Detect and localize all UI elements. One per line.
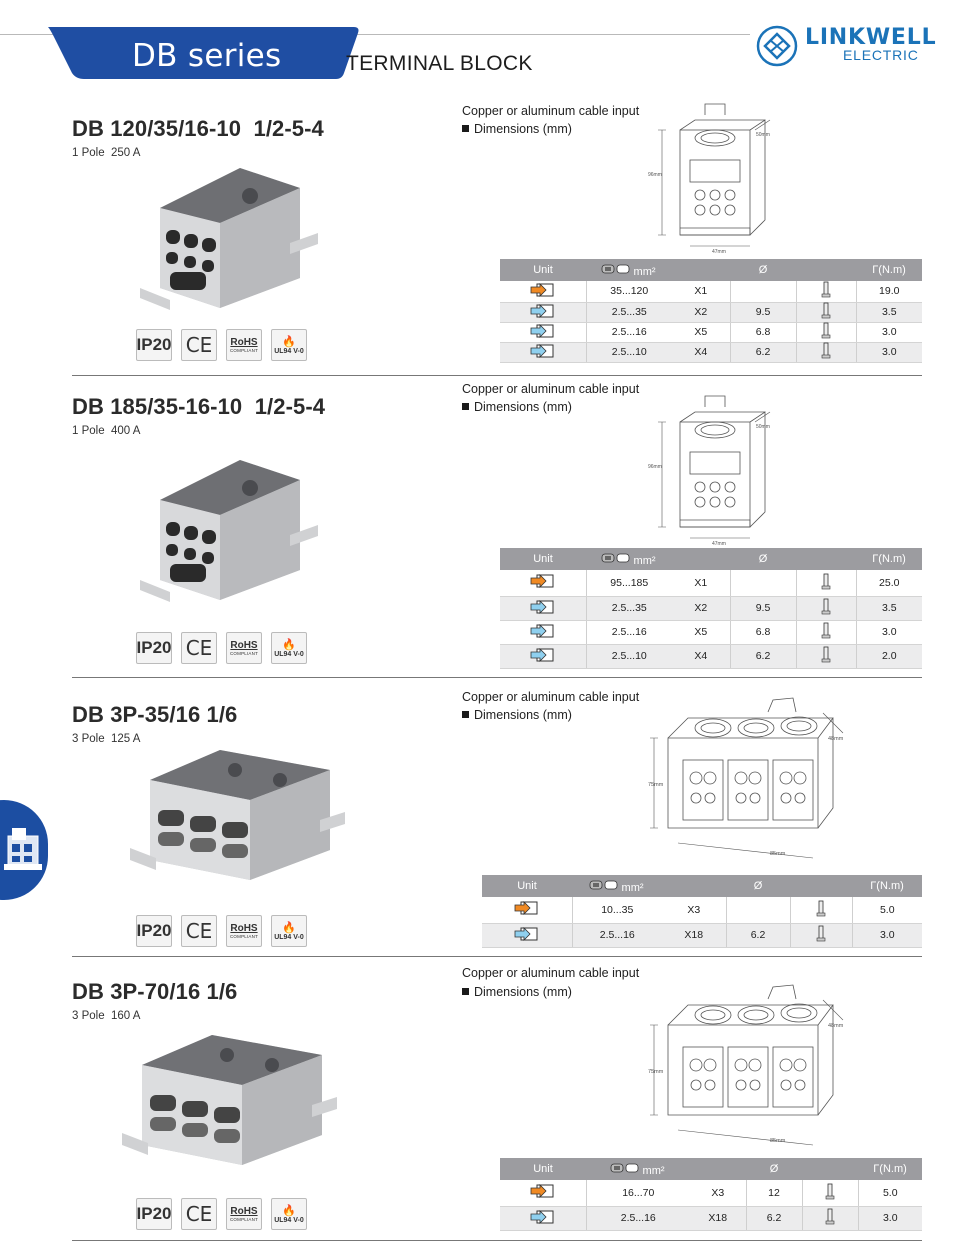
col-mm2: mm² [572,875,662,897]
brand-subtitle: ELECTRIC [843,47,919,63]
col-mm2: mm² [586,259,672,281]
torque-icon: Γ [873,1163,880,1175]
screwdriver-icon [822,343,831,358]
product-rating: 3 Pole 125 A [72,733,141,745]
col-diameter: Ø [730,548,796,570]
ferrule-icon [602,263,630,275]
screwdriver-icon [822,303,831,318]
torque-icon: Γ [872,553,879,565]
dim-height: 96mm [648,172,662,178]
cert-row [136,1198,316,1228]
spec-table [500,259,922,363]
dim-height: 75mm [648,1069,664,1075]
spec-table [482,875,922,948]
aux-input-arrow-icon [531,624,555,638]
product-photo [130,740,350,895]
product-rating: 1 Pole 400 A [72,425,141,437]
spec-table [500,1158,922,1231]
col-diameter: Ø [746,1158,802,1180]
cable-input-label: Copper or aluminum cable input [462,690,640,704]
screwdriver-icon [817,926,826,941]
table-row: 2.5...16 X5 6.8 3.0 [500,620,922,644]
section-divider [72,1240,922,1241]
main-input-arrow-icon [531,574,555,588]
ip20-badge: IP20 [136,1198,172,1230]
aux-input-arrow-icon [531,344,555,358]
ce-mark: CE [181,329,217,361]
col-torque: Γ(N.m) [852,875,922,897]
ul94-badge: 🔥 UL94 V-0 [271,915,307,947]
col-unit: Unit [500,1158,586,1180]
ul94-badge: 🔥 UL94 V-0 [271,329,307,361]
ferrule-icon [590,879,618,891]
torque-icon: Γ [872,264,879,276]
product-photo [140,148,330,318]
ce-mark: CE [181,632,217,664]
product-model: DB 185/35-16-10 1/2-5-4 [72,394,326,419]
product-model: DB 3P-70/16 1/6 [72,979,238,1004]
table-row: 35...120 X1 19.0 [500,281,922,302]
product-rating: 3 Pole 160 A [72,1010,141,1022]
rohs-badge: RoHS COMPLIANT [226,329,262,361]
main-input-arrow-icon [531,283,555,297]
col-unit: Unit [500,259,586,281]
dimensions-label: Dimensions (mm) [462,985,572,999]
dimensions-label: Dimensions (mm) [462,708,572,722]
dim-depth: 50mm [756,424,770,430]
aux-input-arrow-icon [531,304,555,318]
rohs-badge: RoHS COMPLIANT [226,632,262,664]
product-model: DB 3P-35/16 1/6 [72,702,238,727]
dimension-drawing [648,392,780,547]
ip20-badge: IP20 [136,915,172,947]
ferrule-icon [611,1162,639,1174]
main-input-arrow-icon [515,901,539,915]
dimension-drawing [648,985,853,1150]
dim-depth: 48mm [828,1023,844,1029]
cert-row [136,632,316,662]
spec-table [500,548,922,669]
torque-icon: Γ [870,880,877,892]
screwdriver-icon [822,647,831,662]
dim-height: 96mm [648,464,662,470]
terminal-block-icon [4,826,44,876]
dim-depth: 48mm [828,736,844,742]
screwdriver-icon [817,901,826,916]
aux-input-arrow-icon [531,600,555,614]
cert-row [136,329,316,359]
brand-name: LINKWELL [805,25,937,50]
cable-input-label: Copper or aluminum cable input [462,966,640,980]
screwdriver-icon [826,1209,835,1224]
table-row: 2.5...16 X18 6.2 3.0 [500,1206,922,1230]
col-torque: Γ(N.m) [858,1158,922,1180]
dim-width: 85mm [770,851,786,857]
table-row: 2.5...35 X2 9.5 3.5 [500,302,922,322]
series-title: DB series [132,38,282,74]
product-photo [122,1020,342,1185]
dim-width: 47mm [712,249,726,255]
ul94-badge: 🔥 UL94 V-0 [271,632,307,664]
main-input-arrow-icon [531,1184,555,1198]
cable-input-label: Copper or aluminum cable input [462,382,640,396]
screwdriver-icon [822,323,831,338]
screwdriver-icon [822,599,831,614]
dimension-drawing [648,698,853,863]
col-torque: Γ(N.m) [856,548,922,570]
ce-mark: CE [181,1198,217,1230]
section-divider [72,956,922,957]
col-unit: Unit [500,548,586,570]
aux-input-arrow-icon [531,648,555,662]
table-row: 16...70 X3 12 5.0 [500,1180,922,1206]
aux-input-arrow-icon [515,927,539,941]
page-subtitle: TERMINAL BLOCK [346,52,533,75]
dim-depth: 50mm [756,132,770,138]
table-row: 2.5...16 X5 6.8 3.0 [500,322,922,342]
rohs-badge: RoHS COMPLIANT [226,915,262,947]
screwdriver-icon [822,574,831,589]
col-mm2: mm² [586,548,672,570]
cable-input-label: Copper or aluminum cable input [462,104,640,118]
table-row: 2.5...10 X4 6.2 3.0 [500,342,922,362]
ip20-badge: IP20 [136,632,172,664]
screwdriver-icon [822,282,831,297]
table-row: 2.5...10 X4 6.2 2.0 [500,644,922,668]
ul94-badge: 🔥 UL94 V-0 [271,1198,307,1230]
table-row: 2.5...16 X18 6.2 3.0 [482,923,922,947]
dim-width: 85mm [770,1138,786,1144]
screwdriver-icon [826,1184,835,1199]
section-divider [72,375,922,376]
dimension-drawing [648,100,780,255]
section-divider [72,677,922,678]
dimensions-label: Dimensions (mm) [462,122,572,136]
rohs-badge: RoHS COMPLIANT [226,1198,262,1230]
table-row: 2.5...35 X2 9.5 3.5 [500,596,922,620]
ip20-badge: IP20 [136,329,172,361]
aux-input-arrow-icon [531,1210,555,1224]
product-model: DB 120/35/16-10 1/2-5-4 [72,116,324,141]
dim-height: 75mm [648,782,664,788]
product-rating: 1 Pole 250 A [72,147,141,159]
col-torque: Γ(N.m) [856,259,922,281]
aux-input-arrow-icon [531,324,555,338]
ferrule-icon [602,552,630,564]
linkwell-logo-icon [755,24,799,68]
dim-width: 47mm [712,541,726,547]
screwdriver-icon [822,623,831,638]
cert-row [136,915,316,945]
product-photo [140,440,330,610]
col-unit: Unit [482,875,572,897]
dimensions-label: Dimensions (mm) [462,400,572,414]
col-diameter: Ø [730,259,796,281]
table-row: 10...35 X3 5.0 [482,897,922,923]
table-row: 95...185 X1 25.0 [500,570,922,596]
col-diameter: Ø [726,875,790,897]
col-mm2: mm² [586,1158,690,1180]
ce-mark: CE [181,915,217,947]
